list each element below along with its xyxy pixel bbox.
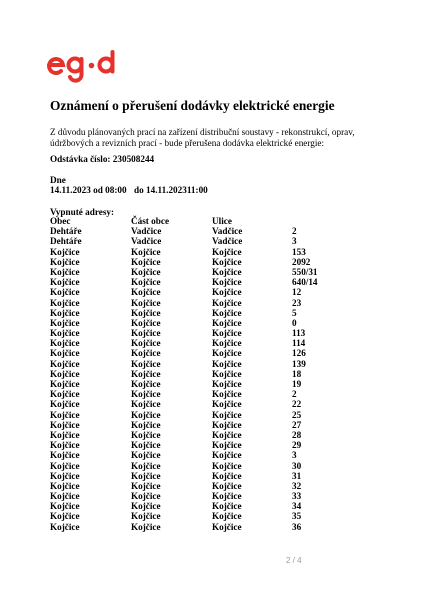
table-row — [50, 236, 332, 246]
address-table — [50, 216, 332, 532]
cast-obce-cell: Vadčice — [131, 226, 162, 237]
number-cell: 3 — [292, 236, 297, 247]
table-row — [50, 318, 332, 328]
ulice-cell: Kojčice — [212, 409, 242, 420]
cast-obce-cell: Kojčice — [131, 379, 161, 389]
ulice-cell: Kojčice — [212, 317, 242, 328]
number-cell: 18 — [292, 368, 302, 379]
cast-obce-cell: Kojčice — [131, 328, 161, 339]
obec-cell: Kojčice — [50, 409, 80, 420]
obec-cell: Kojčice — [50, 440, 80, 451]
number-cell: 27 — [292, 419, 302, 430]
cast-obce-cell: Kojčice — [131, 419, 161, 430]
table-row — [50, 308, 332, 318]
obec-cell: Kojčice — [50, 256, 80, 267]
obec-cell: Kojčice — [50, 389, 80, 400]
obec-cell: Dehtáře — [50, 226, 82, 237]
ulice-cell: Kojčice — [212, 521, 242, 532]
cast-obce-cell: Kojčice — [131, 358, 161, 369]
obec-cell: Kojčice — [50, 480, 80, 491]
cast-obce-cell: Kojčice — [131, 429, 161, 440]
number-cell: 550/31 — [292, 266, 318, 277]
cast-obce-cell: Kojčice — [131, 317, 161, 328]
obec-cell: Kojčice — [50, 277, 80, 288]
ulice-cell: Kojčice — [212, 297, 242, 308]
obec-cell: Kojčice — [50, 348, 80, 359]
table-row — [50, 389, 332, 399]
obec-cell: Kojčice — [50, 399, 80, 410]
ulice-cell: Kojčice — [212, 491, 242, 502]
number-cell: 0 — [292, 317, 297, 328]
ulice-cell: Kojčice — [212, 419, 242, 430]
table-row — [50, 511, 332, 521]
table-row — [50, 277, 332, 287]
cast-obce-cell: Kojčice — [131, 389, 161, 400]
ulice-cell: Vadčice — [212, 226, 243, 237]
ulice-cell: Kojčice — [212, 277, 242, 288]
cast-obce-cell: Vadčice — [131, 236, 162, 247]
table-row — [50, 338, 332, 348]
obec-cell: Kojčice — [50, 297, 80, 308]
table-row — [50, 430, 332, 440]
table-row — [50, 501, 332, 511]
cast-obce-cell: Kojčice — [131, 348, 161, 359]
addresses-label: Vypnuté adresy: — [50, 207, 115, 217]
ulice-cell: Kojčice — [212, 440, 242, 451]
obec-cell: Kojčice — [50, 450, 80, 461]
cast-obce-cell: Kojčice — [131, 368, 161, 379]
cast-obce-cell: Kojčice — [131, 307, 161, 318]
number-cell: 31 — [292, 470, 302, 481]
cast-obce-cell: Kojčice — [131, 521, 161, 532]
number-cell: 22 — [292, 399, 302, 410]
cast-obce-cell: Kojčice — [131, 266, 161, 277]
date-from: 14.11.2023 od 08:00 — [50, 185, 127, 195]
table-row — [50, 287, 332, 297]
ulice-cell: Kojčice — [212, 379, 242, 389]
cast-obce-cell: Kojčice — [131, 297, 161, 308]
cast-obce-cell: Kojčice — [131, 491, 161, 502]
obec-cell: Kojčice — [50, 307, 80, 318]
table-row — [50, 471, 332, 481]
cast-obce-cell: Kojčice — [131, 450, 161, 461]
table-row — [50, 379, 332, 389]
table-row — [50, 369, 332, 379]
number-cell: 29 — [292, 440, 302, 451]
table-row — [50, 461, 332, 471]
table-row — [50, 522, 332, 532]
egd-logo — [45, 50, 123, 86]
cast-obce-cell: Kojčice — [131, 338, 161, 349]
number-cell: 113 — [292, 328, 306, 339]
ulice-cell: Kojčice — [212, 389, 242, 400]
number-cell: 35 — [292, 511, 302, 522]
number-cell: 12 — [292, 287, 302, 298]
ulice-cell: Kojčice — [212, 480, 242, 491]
table-row — [50, 491, 332, 501]
date-label: Dne — [50, 175, 66, 185]
notice-number: Odstávka číslo: 230508244 — [50, 154, 155, 164]
ulice-cell: Kojčice — [212, 256, 242, 267]
column-header-cast-obce: Část obce — [131, 216, 170, 226]
obec-cell: Kojčice — [50, 379, 80, 389]
cast-obce-cell: Kojčice — [131, 409, 161, 420]
ulice-cell: Kojčice — [212, 368, 242, 379]
ulice-cell: Kojčice — [212, 460, 242, 471]
cast-obce-cell: Kojčice — [131, 511, 161, 522]
ulice-cell: Kojčice — [212, 287, 242, 298]
ulice-cell: Kojčice — [212, 348, 242, 359]
obec-cell: Kojčice — [50, 328, 80, 339]
number-cell: 139 — [292, 358, 306, 369]
table-row — [50, 328, 332, 338]
obec-cell: Kojčice — [50, 419, 80, 430]
ulice-cell: Kojčice — [212, 511, 242, 522]
number-cell: 19 — [292, 379, 302, 389]
obec-cell: Kojčice — [50, 358, 80, 369]
number-cell: 23 — [292, 297, 302, 308]
ulice-cell: Kojčice — [212, 328, 242, 339]
cast-obce-cell: Kojčice — [131, 277, 161, 288]
table-row — [50, 399, 332, 409]
obec-cell: Kojčice — [50, 368, 80, 379]
table-row — [50, 226, 332, 236]
number-cell: 30 — [292, 460, 302, 471]
obec-cell: Kojčice — [50, 511, 80, 522]
ulice-cell: Kojčice — [212, 266, 242, 277]
column-header-obec: Obec — [50, 216, 71, 226]
table-row — [50, 440, 332, 450]
table-header — [50, 216, 332, 226]
table-row — [50, 420, 332, 430]
cast-obce-cell: Kojčice — [131, 246, 161, 257]
number-cell: 640/14 — [292, 277, 318, 288]
cast-obce-cell: Kojčice — [131, 399, 161, 410]
page-title: Oznámení o přerušení dodávky elektrické energie — [50, 98, 335, 113]
number-cell: 2092 — [292, 256, 311, 267]
number-cell: 28 — [292, 429, 302, 440]
obec-cell: Kojčice — [50, 287, 80, 298]
number-cell: 36 — [292, 521, 302, 532]
ulice-cell: Kojčice — [212, 358, 242, 369]
obec-cell: Kojčice — [50, 246, 80, 257]
ulice-cell: Kojčice — [212, 246, 242, 257]
table-body — [50, 226, 332, 532]
obec-cell: Kojčice — [50, 460, 80, 471]
ulice-cell: Kojčice — [212, 450, 242, 461]
cast-obce-cell: Kojčice — [131, 256, 161, 267]
date-to: do 14.11.2023 — [134, 185, 187, 195]
number-cell: 2 — [292, 389, 297, 400]
ulice-cell: Vadčice — [212, 236, 243, 247]
table-row — [50, 410, 332, 420]
cast-obce-cell: Kojčice — [131, 440, 161, 451]
ulice-cell: Kojčice — [212, 399, 242, 410]
obec-cell: Kojčice — [50, 491, 80, 502]
table-row — [50, 481, 332, 491]
number-cell: 114 — [292, 338, 306, 349]
number-cell: 34 — [292, 501, 302, 512]
ulice-cell: Kojčice — [212, 501, 242, 512]
cast-obce-cell: Kojčice — [131, 480, 161, 491]
cast-obce-cell: Kojčice — [131, 460, 161, 471]
ulice-cell: Kojčice — [212, 338, 242, 349]
obec-cell: Dehtáře — [50, 236, 82, 247]
obec-cell: Kojčice — [50, 266, 80, 277]
table-row — [50, 247, 332, 257]
table-row — [50, 348, 332, 358]
table-row — [50, 298, 332, 308]
number-cell: 33 — [292, 491, 302, 502]
obec-cell: Kojčice — [50, 429, 80, 440]
ulice-cell: Kojčice — [212, 470, 242, 481]
table-row — [50, 257, 332, 267]
number-cell: 3 — [292, 450, 297, 461]
obec-cell: Kojčice — [50, 338, 80, 349]
number-cell: 2 — [292, 226, 297, 237]
obec-cell: Kojčice — [50, 521, 80, 532]
table-row — [50, 359, 332, 369]
ulice-cell: Kojčice — [212, 307, 242, 318]
obec-cell: Kojčice — [50, 317, 80, 328]
number-cell: 5 — [292, 307, 297, 318]
ulice-cell: Kojčice — [212, 429, 242, 440]
obec-cell: Kojčice — [50, 501, 80, 512]
intro-text: Z důvodu plánovaných prací na zařízení distribuční soustavy - rekonstrukcí, oprav, údržbových a revizních prací - bude přerušena dodávka elektrické energie: — [50, 127, 355, 149]
cast-obce-cell: Kojčice — [131, 287, 161, 298]
page-number: 2 / 4 — [286, 556, 302, 565]
obec-cell: Kojčice — [50, 470, 80, 481]
number-cell: 126 — [292, 348, 306, 359]
cast-obce-cell: Kojčice — [131, 501, 161, 512]
number-cell: 32 — [292, 480, 302, 491]
cast-obce-cell: Kojčice — [131, 470, 161, 481]
table-row — [50, 450, 332, 460]
table-row — [50, 267, 332, 277]
column-header-ulice: Ulice — [212, 216, 232, 226]
date-range — [50, 185, 208, 195]
number-cell: 25 — [292, 409, 302, 420]
number-cell: 153 — [292, 246, 306, 257]
time-to: 11:00 — [186, 185, 208, 195]
